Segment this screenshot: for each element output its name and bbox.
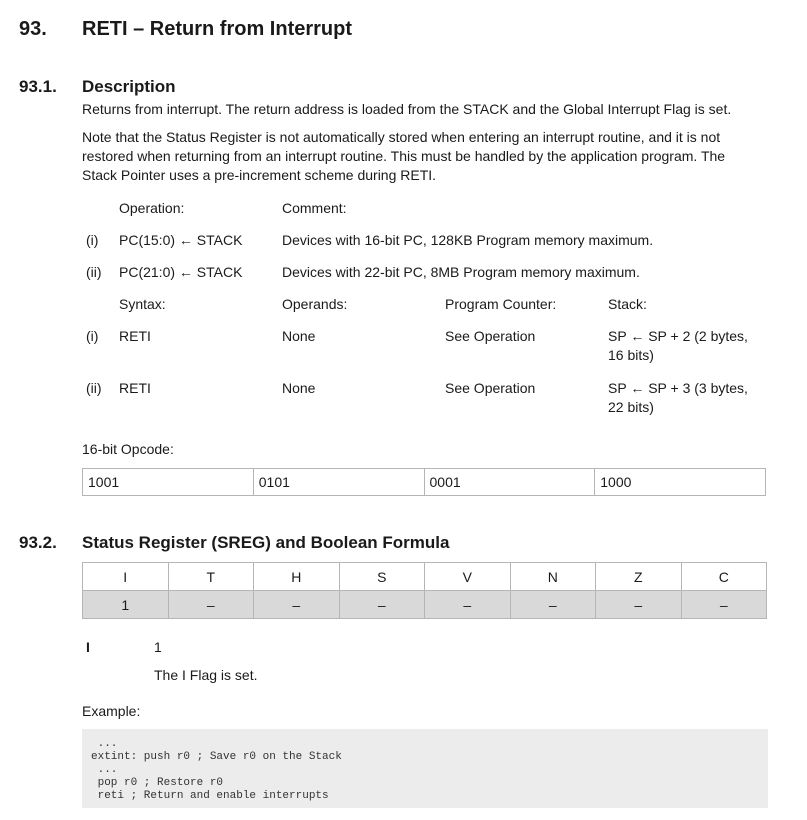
sreg-flag-cell: I [83, 563, 169, 591]
code-line: pop r0 ; Restore r0 [91, 777, 224, 789]
flag-detail-value: 1 [154, 639, 162, 655]
operation-comment: Devices with 22-bit PC, 8MB Program memory maximum. [282, 264, 640, 280]
paragraph-line: Stack Pointer uses a pre-increment scheme during RETI. [82, 167, 437, 183]
opcode-cell: 0101 [254, 469, 425, 495]
sreg-title: Status Register (SREG) and Boolean Formula [82, 533, 450, 552]
sreg-value-cell: – [168, 591, 254, 619]
sreg-flag-cell: V [425, 563, 511, 591]
example-code-block [82, 729, 768, 808]
sreg-value-cell: – [339, 591, 425, 619]
sreg-flag-cell: H [254, 563, 340, 591]
syntax-operands: None [282, 380, 316, 396]
sreg-value-cell: – [425, 591, 511, 619]
operation-header: Operation: [119, 200, 185, 216]
operands-header: Operands: [282, 296, 348, 312]
sreg-flag-cell: N [510, 563, 596, 591]
sreg-table [82, 562, 767, 619]
operation-formula: PC(15:0) ← STACK [119, 232, 243, 248]
syntax-program-counter: See Operation [445, 328, 536, 344]
description-title: Description [82, 77, 176, 96]
syntax-index: (i) [86, 328, 99, 344]
code-line: extint: push r0 ; Save r0 on the Stack [91, 751, 342, 763]
stack-line: SP ← SP + 3 (3 bytes, [608, 380, 748, 396]
syntax-mnemonic: RETI [119, 380, 151, 396]
section-number: 93. [19, 18, 47, 40]
description-paragraph-2 [82, 128, 772, 185]
opcode-table [82, 468, 766, 496]
flag-detail-text: The I Flag is set. [154, 667, 258, 683]
sreg-value-cell: – [510, 591, 596, 619]
paragraph-line: Note that the Status Register is not automatically stored when entering an interrupt routine, and it is not [82, 129, 721, 145]
sreg-flag-cell: S [339, 563, 425, 591]
example-label: Example: [82, 703, 141, 719]
code-line: reti ; Return and enable interrupts [91, 790, 329, 802]
sreg-flag-cell: C [681, 563, 767, 591]
stack-header: Stack: [608, 296, 647, 312]
sreg-value-cell: – [596, 591, 682, 619]
syntax-header: Syntax: [119, 296, 166, 312]
sreg-value-cell: 1 [83, 591, 169, 619]
operation-formula: PC(21:0) ← STACK [119, 264, 243, 280]
syntax-stack [608, 327, 748, 365]
syntax-program-counter: See Operation [445, 380, 536, 396]
program-counter-header: Program Counter: [445, 296, 557, 312]
code-line: ... [91, 764, 118, 776]
description-paragraph-1: Returns from interrupt. The return address is loaded from the STACK and the Global Interrupt Flag is set. [82, 101, 732, 117]
paragraph-line: restored when returning from an interrupt routine. This must be handled by the application program. The [82, 148, 726, 164]
comment-header: Comment: [282, 200, 347, 216]
section-title: RETI – Return from Interrupt [82, 18, 353, 40]
operation-comment: Devices with 16-bit PC, 128KB Program memory maximum. [282, 232, 654, 248]
flag-detail-name: I [86, 639, 90, 655]
opcode-label: 16-bit Opcode: [82, 441, 174, 457]
stack-line: SP ← SP + 2 (2 bytes, [608, 328, 748, 344]
sreg-flag-cell: T [168, 563, 254, 591]
opcode-cell: 0001 [425, 469, 596, 495]
operation-index: (i) [86, 232, 99, 248]
syntax-index: (ii) [86, 380, 102, 396]
opcode-cell: 1000 [600, 474, 632, 490]
stack-line: 22 bits) [608, 399, 654, 415]
operation-index: (ii) [86, 264, 102, 280]
syntax-mnemonic: RETI [119, 328, 151, 344]
sreg-value-cell: – [681, 591, 767, 619]
description-number: 93.1. [19, 77, 57, 96]
syntax-operands: None [282, 328, 316, 344]
code-line: ... [91, 738, 118, 750]
opcode-cell: 1001 [83, 469, 254, 495]
sreg-flag-row [83, 563, 767, 591]
sreg-number: 93.2. [19, 533, 57, 552]
sreg-value-row [83, 591, 767, 619]
sreg-flag-cell: Z [596, 563, 682, 591]
stack-line: 16 bits) [608, 347, 654, 363]
sreg-value-cell: – [254, 591, 340, 619]
syntax-stack [608, 379, 748, 417]
